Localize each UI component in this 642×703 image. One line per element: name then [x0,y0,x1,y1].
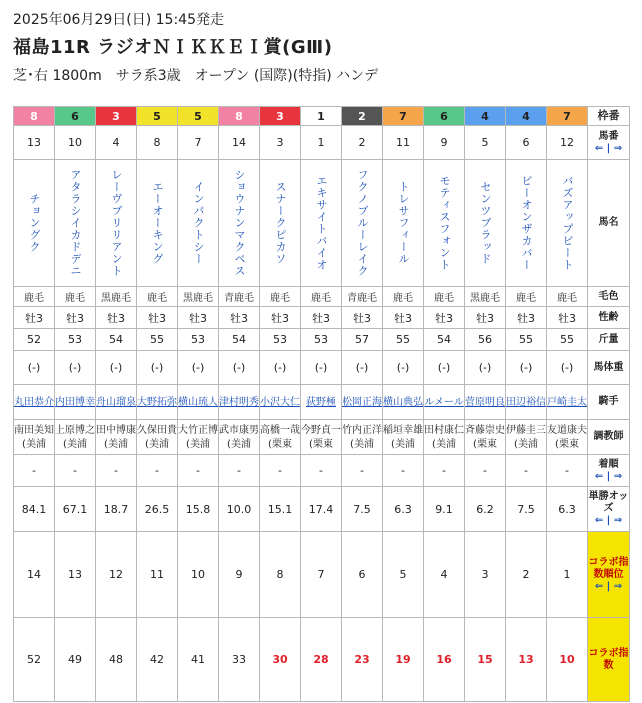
waku-cell: 7 [547,107,588,126]
waku-cell: 5 [137,107,178,126]
uma-cell: 2 [342,126,383,160]
collab-rank-cell: 8 [260,532,301,618]
trainer-name: 武市康男(美浦 [219,425,259,450]
horse-name-link[interactable]: ショウナンマクベス [233,169,246,277]
kin-header-label: 斤量 [598,333,619,345]
kin-cell: 54 [96,329,137,351]
horse-name-cell [506,160,547,287]
odds-cell: 15.1 [260,487,301,532]
sexage-header [588,307,630,329]
kin-cell: 52 [14,329,55,351]
horse-name-cell [137,160,178,287]
horse-name-link[interactable]: スナークピカソ [274,181,287,265]
kin-cell: 53 [178,329,219,351]
waku-cell: 4 [506,107,547,126]
jockey-cell [424,385,465,420]
odds-cell: 15.8 [178,487,219,532]
horse-name-link[interactable]: ビーオンザカバー [520,175,533,271]
uma-cell: 13 [14,126,55,160]
collab-rank-header-nav[interactable]: ⇐ | ⇒ [594,580,623,592]
collab-index-cell: 48 [96,618,137,702]
uma-header-nav[interactable]: ⇐ | ⇒ [594,142,623,154]
jockey-link[interactable]: 横山琉人 [178,397,218,408]
waku-cell: 8 [14,107,55,126]
collab-index-cell: 28 [301,618,342,702]
jockey-link[interactable]: 戸崎圭太 [547,397,587,408]
horse-name-link[interactable]: チョングク [28,193,41,253]
odds-cell: 9.1 [424,487,465,532]
weight-cell: (-) [506,351,547,385]
weight-header [588,351,630,385]
collab-index-header-label: コラボ指数 [588,647,629,671]
horse-name-cell [547,160,588,287]
sexage-cell: 牡3 [506,307,547,329]
horse-name-cell [178,160,219,287]
coat-cell: 青鹿毛 [342,287,383,307]
sexage-cell: 牡3 [301,307,342,329]
trainer-name: 田村康仁(美浦 [424,425,464,450]
kin-cell: 55 [137,329,178,351]
collab-index-cell: 23 [342,618,383,702]
horse-name-link[interactable]: トレサフィール [397,181,410,265]
uma-cell: 8 [137,126,178,160]
trainer-name: 伊藤圭三(美浦 [506,425,546,450]
order-cell: - [383,455,424,487]
horse-name-cell [260,160,301,287]
horse-name-cell [424,160,465,287]
jockey-link[interactable]: 津村明秀 [219,397,259,408]
uma-cell: 6 [506,126,547,160]
r-ord [14,455,630,487]
trainer-cell [14,420,55,455]
weight-cell: (-) [137,351,178,385]
collab-index-cell: 52 [14,618,55,702]
coat-cell: 鹿毛 [55,287,96,307]
odds-cell: 6.2 [465,487,506,532]
weight-cell: (-) [383,351,424,385]
sexage-cell: 牡3 [14,307,55,329]
collab-index-header [588,618,630,702]
sexage-cell: 牡3 [137,307,178,329]
sexage-cell: 牡3 [96,307,137,329]
waku-cell: 7 [383,107,424,126]
horse-name-header-label: 馬名 [598,217,619,228]
waku-cell: 1 [301,107,342,126]
order-header-label: 着順 [598,458,619,470]
r-uma [14,126,630,160]
uma-cell: 11 [383,126,424,160]
odds-cell: 10.0 [219,487,260,532]
trainer-name: 高橋一哉(栗東 [260,425,300,450]
horse-name-cell [14,160,55,287]
trainer-cell [178,420,219,455]
coat-cell: 黒鹿毛 [178,287,219,307]
odds-cell: 26.5 [137,487,178,532]
trainer-name: 今野貞一(栗東 [301,425,341,450]
kin-cell: 55 [383,329,424,351]
collab-index-cell: 19 [383,618,424,702]
race-conditions: 芝･右 1800m サラ系3歳 オープン (国際)(特指) ハンデ [13,68,379,84]
kin-cell: 54 [424,329,465,351]
collab-rank-cell: 4 [424,532,465,618]
odds-cell: 84.1 [14,487,55,532]
coat-cell: 鹿毛 [14,287,55,307]
collab-rank-cell: 7 [301,532,342,618]
waku-cell: 8 [219,107,260,126]
collab-index-cell: 33 [219,618,260,702]
coat-cell: 黒鹿毛 [96,287,137,307]
jockey-link[interactable]: 菅原明良 [465,397,505,408]
weight-cell: (-) [14,351,55,385]
horse-name-link[interactable]: モティスフォント [438,175,451,271]
trainer-cell [219,420,260,455]
collab-rank-header [588,532,630,618]
trainer-cell [383,420,424,455]
trainer-name: 南田美知(美浦 [14,425,54,450]
trainer-cell [260,420,301,455]
weight-cell: (-) [301,351,342,385]
jockey-cell [14,385,55,420]
order-cell: - [219,455,260,487]
jockey-cell [506,385,547,420]
weight-cell: (-) [342,351,383,385]
horse-name-link[interactable]: インパクトシー [192,181,205,265]
uma-cell: 9 [424,126,465,160]
waku-cell: 6 [424,107,465,126]
odds-cell: 7.5 [342,487,383,532]
sexage-cell: 牡3 [424,307,465,329]
horse-name-link[interactable]: センツブラッド [479,181,492,265]
order-header [588,455,630,487]
waku-header [588,107,630,126]
trainer-cell [424,420,465,455]
odds-cell: 67.1 [55,487,96,532]
collab-index-cell: 15 [465,618,506,702]
weight-cell: (-) [547,351,588,385]
trainer-cell [301,420,342,455]
coat-header [588,287,630,307]
order-cell: - [14,455,55,487]
uma-cell: 7 [178,126,219,160]
jockey-link[interactable]: 松岡正海 [342,397,382,408]
trainer-cell [465,420,506,455]
uma-cell: 10 [55,126,96,160]
collab-rank-cell: 3 [465,532,506,618]
r-cidx [14,618,630,702]
horse-name-cell [96,160,137,287]
jockey-link[interactable]: 荻野極 [306,397,336,408]
horse-name-link[interactable]: バズアップビート [561,175,574,271]
collab-rank-cell: 14 [14,532,55,618]
r-tr [14,420,630,455]
sexage-cell: 牡3 [547,307,588,329]
r-odds [14,487,630,532]
uma-cell: 12 [547,126,588,160]
coat-cell: 青鹿毛 [219,287,260,307]
sexage-cell: 牡3 [219,307,260,329]
jockey-cell [137,385,178,420]
horse-name-cell [383,160,424,287]
trainer-name: 上原博之(美浦 [55,425,95,450]
coat-cell: 鹿毛 [137,287,178,307]
jockey-cell [465,385,506,420]
horse-name-cell [342,160,383,287]
kin-cell: 53 [55,329,96,351]
weight-cell: (-) [465,351,506,385]
waku-cell: 3 [96,107,137,126]
trainer-cell [96,420,137,455]
jockey-cell [301,385,342,420]
r-waku [14,107,630,126]
kin-cell: 56 [465,329,506,351]
coat-cell: 鹿毛 [301,287,342,307]
coat-cell: 鹿毛 [260,287,301,307]
collab-index-cell: 49 [55,618,96,702]
waku-cell: 6 [55,107,96,126]
uma-header [588,126,630,160]
jockey-link[interactable]: 内田博幸 [55,397,95,408]
uma-cell: 1 [301,126,342,160]
uma-header-label: 馬番 [598,130,619,142]
collab-rank-cell: 6 [342,532,383,618]
horse-name-link[interactable]: エキサイトバイオ [315,175,328,271]
jockey-link[interactable]: 小沢大仁 [260,397,300,408]
odds-cell: 18.7 [96,487,137,532]
weight-cell: (-) [96,351,137,385]
collab-rank-cell: 9 [219,532,260,618]
order-cell: - [55,455,96,487]
jockey-link[interactable]: 丸田恭介 [14,397,54,408]
jockey-cell [96,385,137,420]
trainer-cell [342,420,383,455]
order-cell: - [178,455,219,487]
kin-header [588,329,630,351]
kin-cell: 55 [547,329,588,351]
odds-header-label: 単勝オッズ [588,491,629,514]
race-date: 2025年06月29日(日) 15:45発走 [13,12,224,28]
sexage-cell: 牡3 [55,307,96,329]
r-sex [14,287,630,307]
odds-header-nav[interactable]: ⇐ | ⇒ [594,515,623,526]
jockey-link[interactable]: 田辺裕信 [506,397,546,408]
order-cell: - [465,455,506,487]
weight-header-label: 馬体重 [593,361,624,373]
jockey-cell [178,385,219,420]
horse-name-cell [465,160,506,287]
collab-rank-header-label: コラボ指数順位 [588,556,629,580]
trainer-cell [137,420,178,455]
coat-cell: 鹿毛 [506,287,547,307]
horse-name-link[interactable]: フクノブルーレイク [356,169,369,277]
coat-header-label: 毛色 [598,290,619,302]
jockey-link[interactable]: ルメール [424,397,464,408]
r-kin [14,329,630,351]
jockey-cell [55,385,96,420]
odds-cell: 7.5 [506,487,547,532]
collab-rank-cell: 2 [506,532,547,618]
trainer-name: 田中博康(美浦 [96,425,136,450]
order-cell: - [137,455,178,487]
weight-cell: (-) [219,351,260,385]
waku-cell: 5 [178,107,219,126]
horse-name-cell [55,160,96,287]
r-age [14,307,630,329]
waku-header-label: 枠番 [597,109,620,122]
jockey-cell [383,385,424,420]
jockey-header-label: 騎手 [598,396,619,407]
weight-cell: (-) [55,351,96,385]
jockey-link[interactable]: 舟山瑠泉 [96,397,136,408]
collab-rank-cell: 10 [178,532,219,618]
horse-name-cell [301,160,342,287]
collab-rank-cell: 13 [55,532,96,618]
coat-cell: 黒鹿毛 [465,287,506,307]
horse-name-cell [219,160,260,287]
odds-cell: 6.3 [383,487,424,532]
sexage-cell: 牡3 [178,307,219,329]
sexage-header-label: 性齢 [598,311,619,323]
coat-cell: 鹿毛 [547,287,588,307]
horse-name-header [588,160,630,287]
coat-cell: 鹿毛 [424,287,465,307]
r-crank [14,532,630,618]
weight-cell: (-) [178,351,219,385]
trainer-name: 久保田貴(美浦 [137,425,177,450]
weight-cell: (-) [424,351,465,385]
sexage-cell: 牡3 [383,307,424,329]
trainer-name: 稲垣幸雄(美浦 [383,425,423,450]
collab-index-cell: 41 [178,618,219,702]
collab-rank-cell: 1 [547,532,588,618]
collab-rank-cell: 5 [383,532,424,618]
horse-name-link[interactable]: レーヴブリリアント [110,169,123,277]
order-cell: - [342,455,383,487]
jockey-link[interactable]: 横山典弘 [383,397,423,408]
collab-index-cell: 16 [424,618,465,702]
trainer-cell [506,420,547,455]
waku-cell: 4 [465,107,506,126]
kin-cell: 53 [301,329,342,351]
order-cell: - [506,455,547,487]
odds-cell: 6.3 [547,487,588,532]
uma-cell: 5 [465,126,506,160]
trainer-name: 斉藤崇史(栗東 [465,425,505,450]
kin-cell: 55 [506,329,547,351]
collab-index-cell: 10 [547,618,588,702]
r-wt [14,351,630,385]
entry-table [13,106,630,702]
waku-cell: 2 [342,107,383,126]
kin-cell: 57 [342,329,383,351]
kin-cell: 54 [219,329,260,351]
jockey-cell [547,385,588,420]
trainer-cell [55,420,96,455]
jockey-header [588,385,630,420]
order-cell: - [260,455,301,487]
sexage-cell: 牡3 [342,307,383,329]
sexage-cell: 牡3 [465,307,506,329]
horse-name-link[interactable]: エーオーキング [151,181,164,265]
r-name [14,160,630,287]
collab-index-cell: 13 [506,618,547,702]
order-cell: - [547,455,588,487]
order-cell: - [96,455,137,487]
race-title: 福島11R ラジオＮＩＫＫＥＩ賞(GⅢ) [13,37,333,58]
weight-cell: (-) [260,351,301,385]
trainer-name: 竹内正洋(美浦 [342,425,382,450]
order-header-nav[interactable]: ⇐ | ⇒ [594,470,623,482]
horse-name-link[interactable]: アタラシイカドデニ [69,169,82,277]
trainer-header-label: 調教師 [593,431,624,442]
jockey-cell [260,385,301,420]
collab-rank-cell: 12 [96,532,137,618]
collab-index-cell: 42 [137,618,178,702]
sexage-cell: 牡3 [260,307,301,329]
trainer-name: 友道康夫(栗東 [547,425,587,450]
jockey-cell [342,385,383,420]
odds-cell: 17.4 [301,487,342,532]
trainer-header [588,420,630,455]
uma-cell: 4 [96,126,137,160]
order-cell: - [424,455,465,487]
odds-header [588,487,630,532]
coat-cell: 鹿毛 [383,287,424,307]
jockey-link[interactable]: 大野拓弥 [137,397,177,408]
kin-cell: 53 [260,329,301,351]
collab-index-cell: 30 [260,618,301,702]
trainer-name: 大竹正博(美浦 [178,425,218,450]
collab-rank-cell: 11 [137,532,178,618]
trainer-cell [547,420,588,455]
jockey-cell [219,385,260,420]
r-jk [14,385,630,420]
waku-cell: 3 [260,107,301,126]
uma-cell: 3 [260,126,301,160]
uma-cell: 14 [219,126,260,160]
order-cell: - [301,455,342,487]
